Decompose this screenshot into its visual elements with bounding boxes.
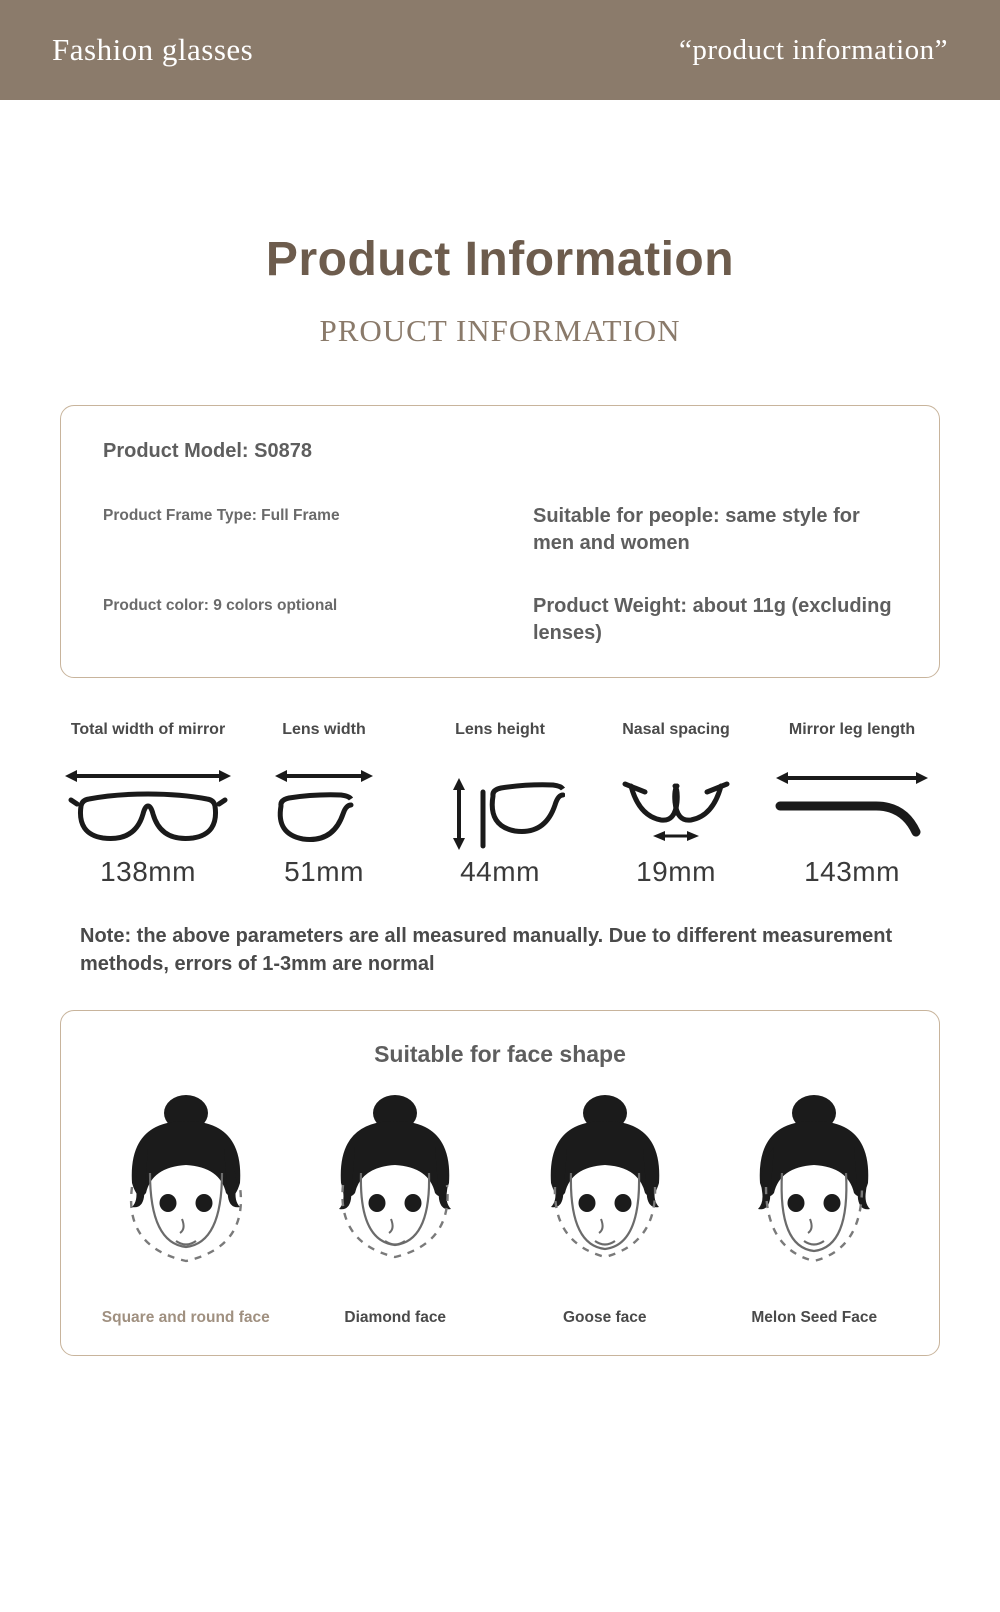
measurement-value: 138mm xyxy=(100,856,196,887)
measurement-total-width xyxy=(60,720,236,888)
face-square-round-icon xyxy=(86,1086,286,1296)
measurement-value: 44mm xyxy=(460,856,540,887)
lens-width-icon xyxy=(236,760,412,856)
face-melon-seed-icon xyxy=(714,1086,914,1296)
measurement-nasal-spacing xyxy=(588,720,764,888)
banner-brand-text: Fashion glasses xyxy=(52,32,254,67)
measurement-value: 19mm xyxy=(636,856,716,887)
page-title-block xyxy=(0,232,1000,349)
measurement-label: Lens height xyxy=(455,721,545,738)
measurement-label: Mirror leg length xyxy=(788,721,916,738)
nose-bridge-icon xyxy=(588,760,764,856)
product-color-text: Product color: 9 colors optional xyxy=(103,597,338,614)
banner-title-text: “product information” xyxy=(679,33,948,66)
face-shape-card xyxy=(60,1010,940,1356)
product-info-card xyxy=(60,405,940,678)
face-goose-icon xyxy=(505,1086,705,1296)
measurement-note: Note: the above parameters are all measured manually. Due to different measurement methods, errors of 1-3mm are normal xyxy=(80,925,893,975)
face-shape-row xyxy=(81,1086,919,1327)
measurement-value: 51mm xyxy=(284,856,364,887)
product-model-text: Product Model: S0878 xyxy=(103,440,312,462)
measurement-lens-height xyxy=(412,720,588,888)
measurements-row xyxy=(0,720,1000,888)
glasses-full-width-icon xyxy=(60,760,236,856)
measurement-lens-width xyxy=(236,720,412,888)
face-diamond-icon xyxy=(295,1086,495,1296)
product-frame-type-text: Product Frame Type: Full Frame xyxy=(103,507,340,524)
product-suitable-people-text: Suitable for people: same style for men and women xyxy=(533,505,860,554)
measurement-value: 143mm xyxy=(804,856,900,887)
face-shape-square-round xyxy=(86,1086,286,1327)
temple-arm-icon xyxy=(764,760,940,856)
page-title: Product Information xyxy=(265,233,735,286)
face-shape-diamond xyxy=(295,1086,495,1327)
measurement-label: Lens width xyxy=(282,721,366,738)
measurement-label: Total width of mirror xyxy=(70,721,226,738)
face-shape-label: Square and round face xyxy=(101,1309,270,1326)
measurement-label: Nasal spacing xyxy=(622,721,730,738)
lens-height-icon xyxy=(412,760,588,856)
top-banner xyxy=(0,0,1000,100)
face-shape-goose xyxy=(505,1086,705,1327)
face-shape-title: Suitable for face shape xyxy=(374,1041,626,1067)
product-info-grid xyxy=(103,503,897,647)
product-weight-text: Product Weight: about 11g (excluding lenses) xyxy=(533,595,892,644)
face-shape-label: Diamond face xyxy=(344,1309,447,1326)
face-shape-label: Melon Seed Face xyxy=(751,1309,878,1326)
face-shape-melon-seed xyxy=(714,1086,914,1327)
face-shape-label: Goose face xyxy=(562,1309,647,1326)
page-subtitle: PROUCT INFORMATION xyxy=(319,313,681,348)
measurement-temple-length xyxy=(764,720,940,888)
